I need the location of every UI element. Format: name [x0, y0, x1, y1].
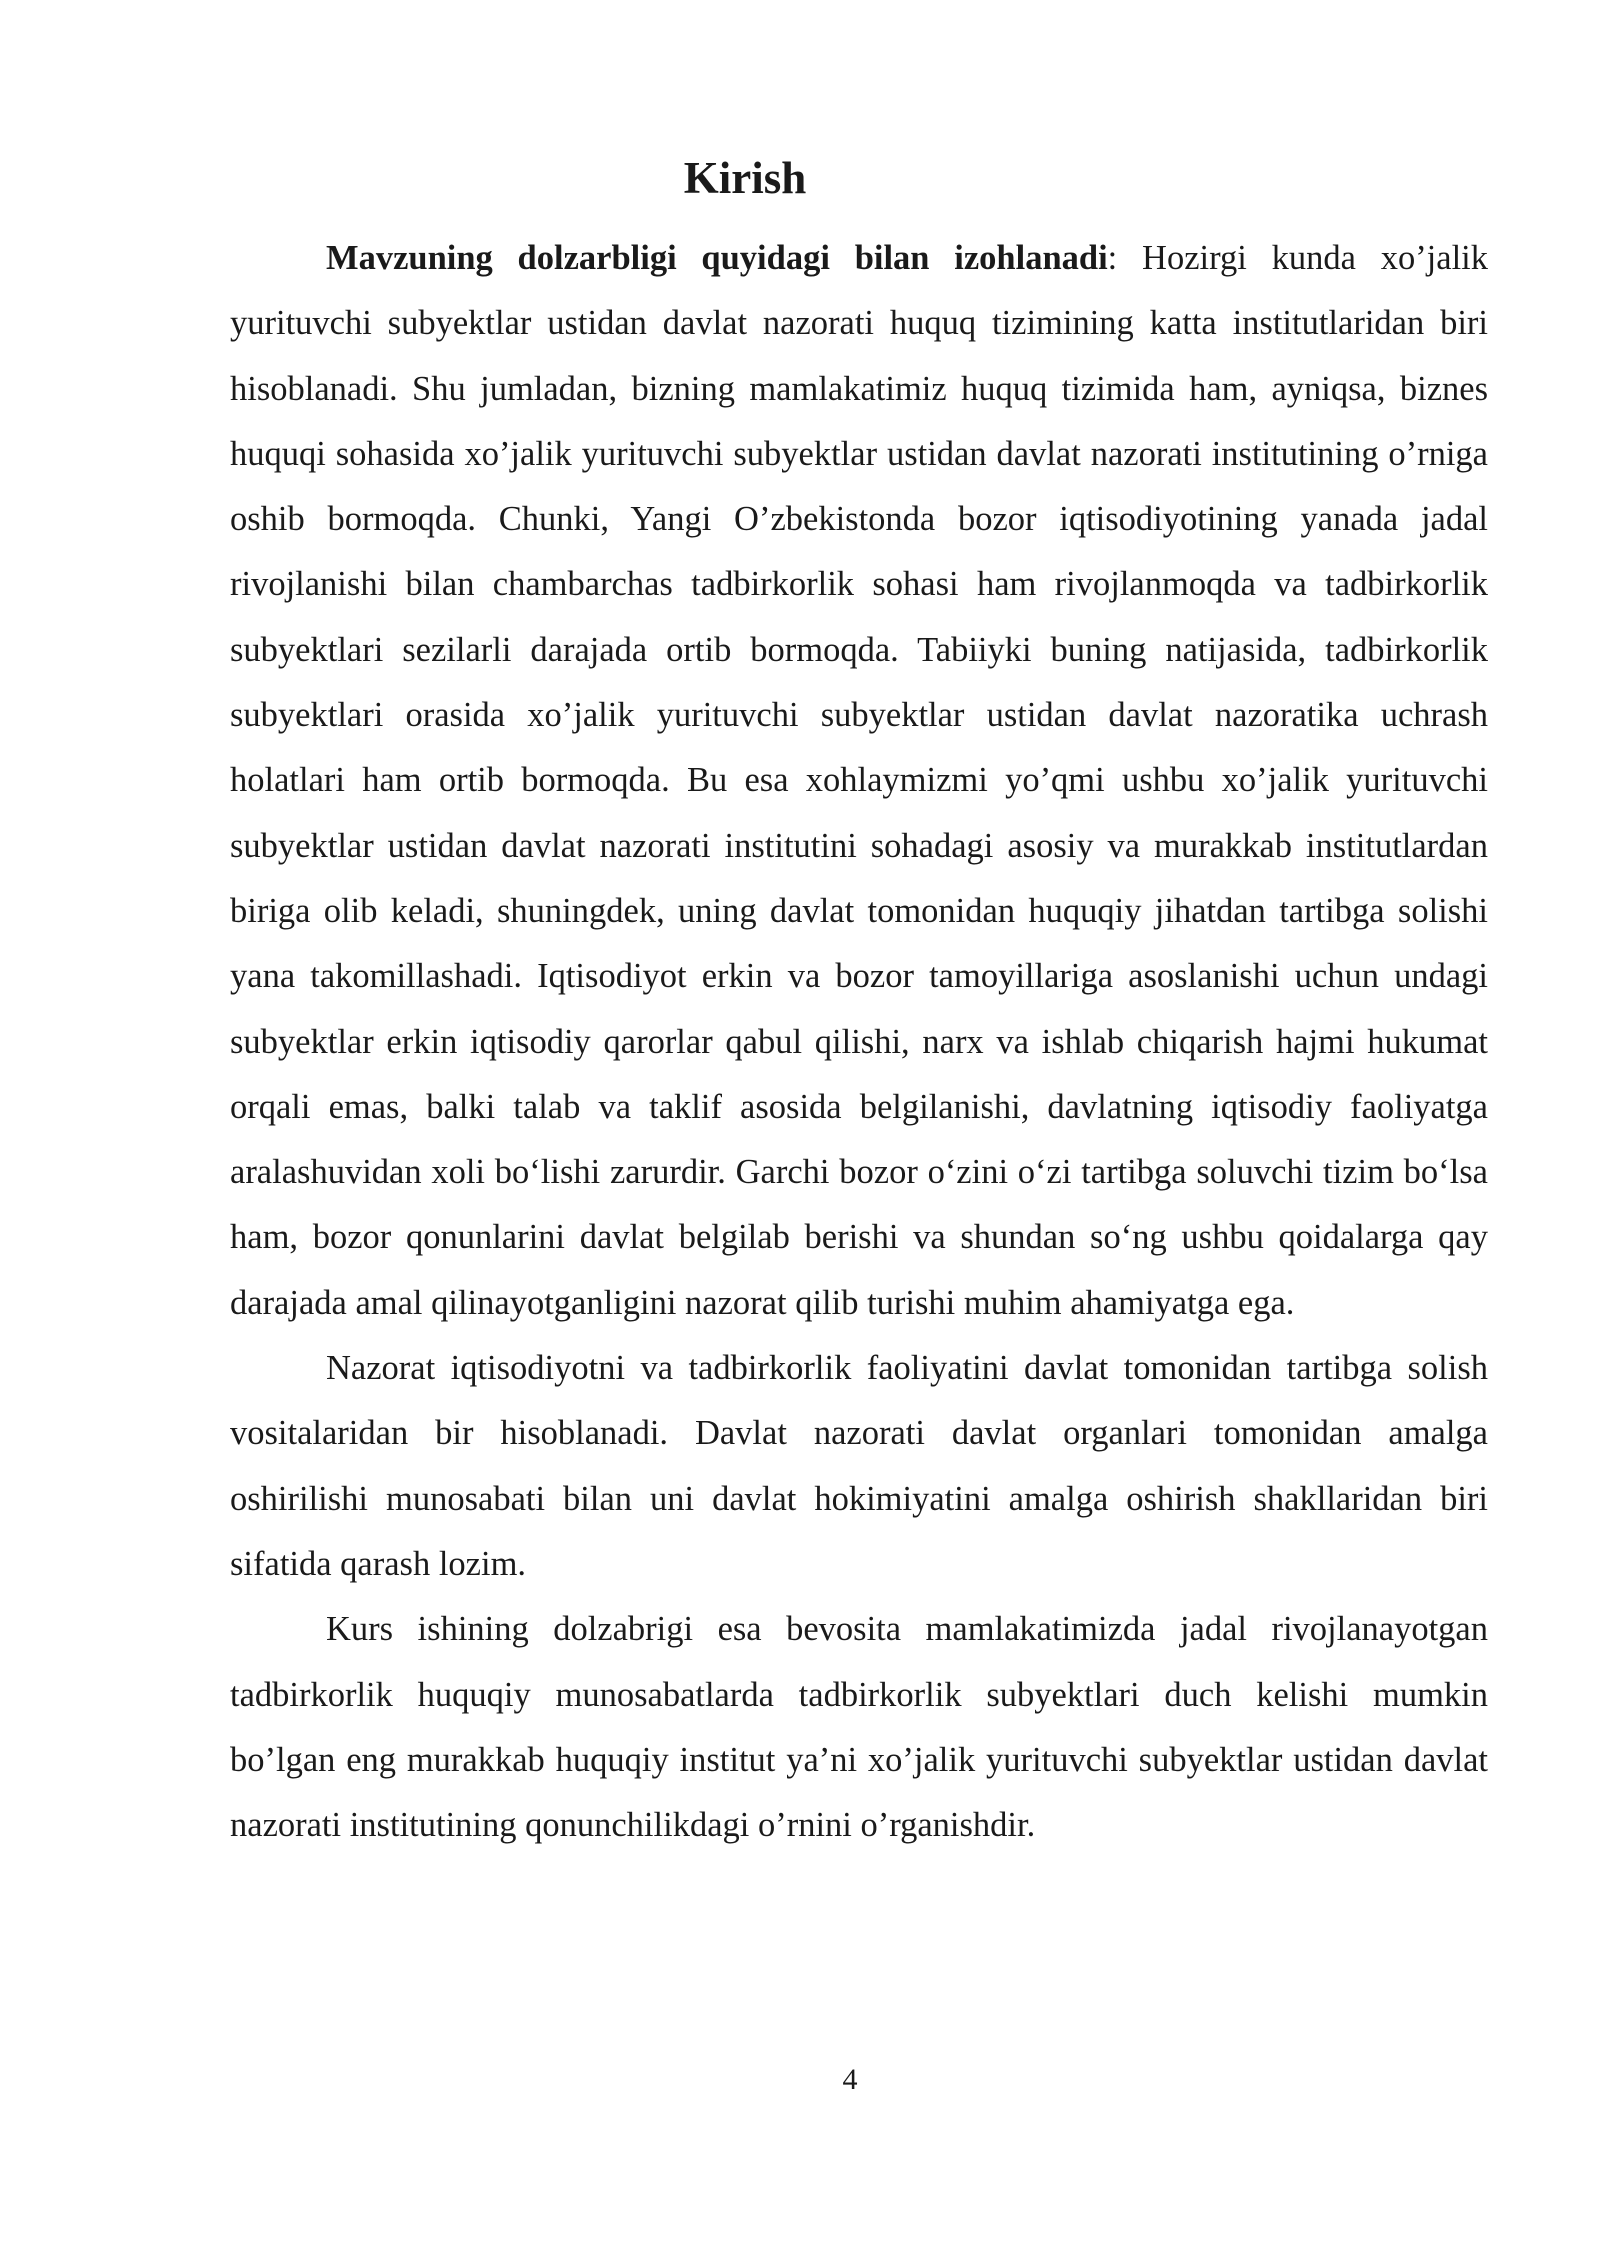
- paragraph-course-work: [230, 1597, 1488, 1858]
- paragraph-text: : Hozirgi kunda xo’jalik yurituvchi subyektlar ustidan davlat nazorati huquq tizimining katta institutlaridan biri hisoblanadi. Shu jumladan, bizning mamlakatimiz huquq tizimida ham, ayniqsa, biznes huquqi sohasida xo’jalik yurituvchi subyektlar ustidan davlat nazorati institutining o’rniga oshib bormoqda. Chunki, Yangi O’zbekistonda bozor iqtisodiyotining yanada jadal rivojlanishi bilan chambarchas tadbirkorlik sohasi ham rivojlanmoqda va tadbirkorlik subyektlari sezilarli darajada ortib bormoqda. Tabiiyki buning natijasida, tadbirkorlik subyektlari orasida xo’jalik yurituvchi subyektlar ustidan davlat nazoratika uchrash holatlari ham ortib bormoqda. Bu esa xohlaymizmi yo’qmi ushbu xo’jalik yurituvchi subyektlar ustidan davlat nazorati institutini sohadagi asosiy va murakkab institutlardan biriga olib keladi, shuningdek, uning davlat tomonidan huquqiy jihatdan tartibga solishi yana takomillashadi. Iqtisodiyot erkin va bozor tamoyillariga asoslanishi uchun undagi subyektlar erkin iqtisodiy qarorlar qabul qilishi, narx va ishlab chiqarish hajmi hukumat orqali emas, balki talab va taklif asosida belgilanishi, davlatning iqtisodiy faoliyatga aralashuvidan xoli bo‘lishi zarurdir. Garchi bozor o‘zini o‘zi tartibga soluvchi tizim bo‘lsa ham, bozor qonunlarini davlat belgilab berishi va shundan so‘ng ushbu qoidalarga qay darajada amal qilinayotganligini nazorat qilib turishi muhim ahamiyatga ega.: [230, 239, 1488, 1322]
- paragraph-text: Nazorat iqtisodiyotni va tadbirkorlik faoliyatini davlat tomonidan tartibga solish vositalaridan bir hisoblanadi. Davlat nazorati davlat organlari tomonidan amalga oshirilishi munosabati bilan uni davlat hokimiyatini amalga oshirish shakllaridan biri sifatida qarash lozim.: [230, 1349, 1488, 1583]
- paragraph-control: [230, 1336, 1488, 1597]
- body-text: [230, 226, 1488, 1858]
- paragraph-text: Kurs ishining dolzabrigi esa bevosita mamlakatimizda jadal rivojlanayotgan tadbirkorlik huquqiy munosabatlarda tadbirkorlik subyektlari duch kelishi mumkin bo’lgan eng murakkab huquqiy institut ya’ni xo’jalik yurituvchi subyektlar ustidan davlat nazorati institutining qonunchilikdagi o’rnini o’rganishdir.: [230, 1610, 1488, 1845]
- paragraph-lead: Mavzuning dolzarbligi quyidagi bilan izohlanadi: [326, 239, 1108, 277]
- page-title: Kirish: [683, 153, 807, 203]
- page-number: 4: [842, 2063, 858, 2096]
- paragraph-relevance: [230, 226, 1488, 1336]
